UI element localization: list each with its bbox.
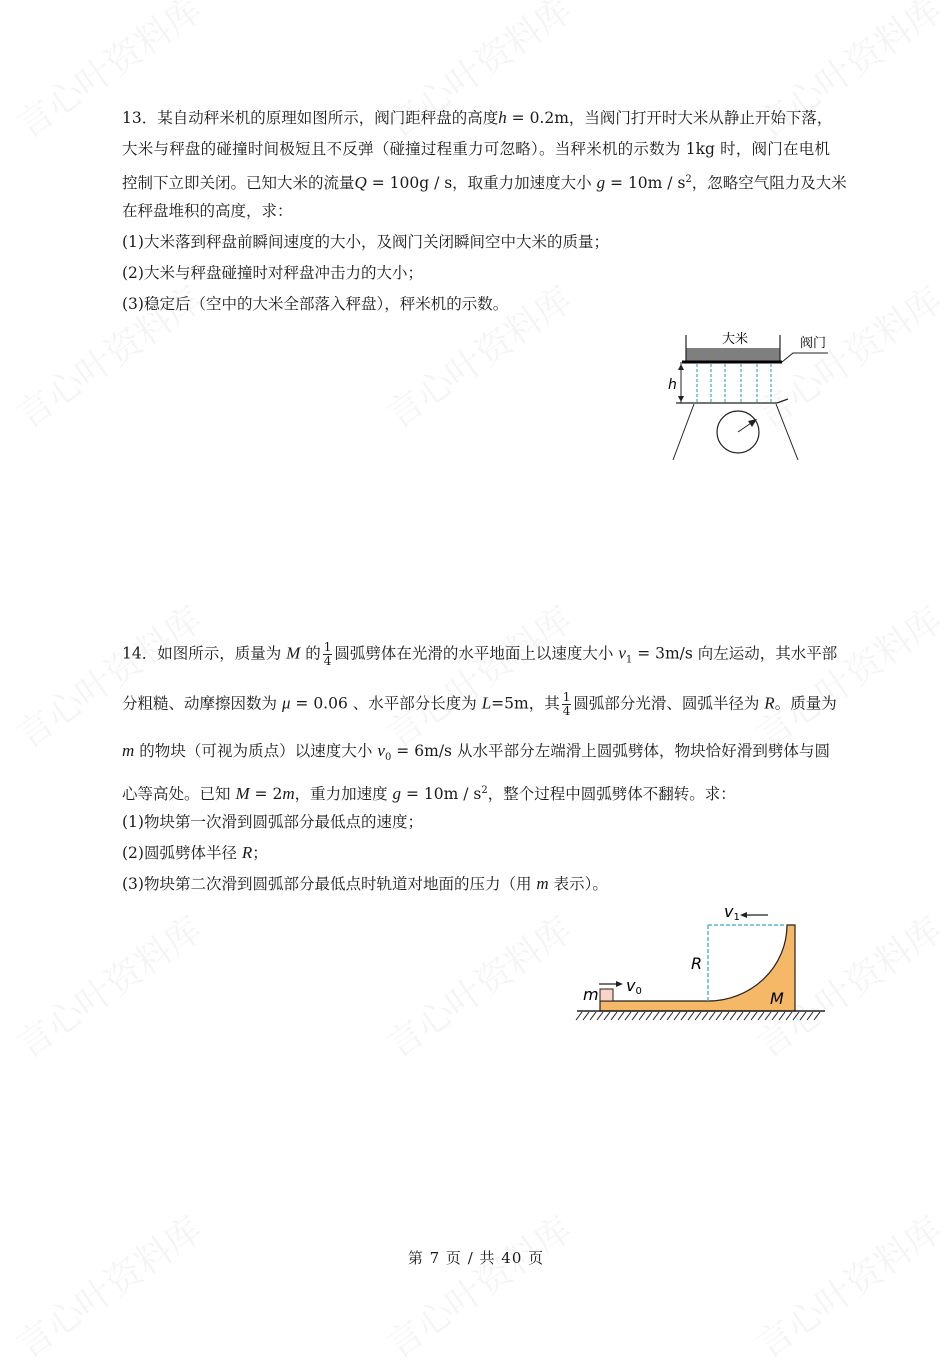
hatch-mark — [709, 1012, 715, 1020]
math-variable: M — [286, 643, 301, 663]
text-segment: =5m，其 — [491, 694, 560, 713]
hatch-mark — [590, 1012, 596, 1020]
hatch-mark — [772, 1012, 778, 1020]
hatch-mark — [695, 1012, 701, 1020]
text-segment: 14．如图所示，质量为 — [122, 644, 287, 663]
hatch-mark — [765, 1012, 771, 1020]
hatch-mark — [674, 1012, 680, 1020]
text-segment: 心等高处。已知 — [122, 785, 236, 804]
hatch-mark — [611, 1012, 617, 1020]
small-block — [600, 989, 613, 1001]
valve-label: 阀门 — [800, 336, 827, 351]
hatch-mark — [604, 1012, 610, 1020]
hatch-mark — [702, 1012, 708, 1020]
math-variable: g — [392, 784, 402, 804]
math-variable: L — [481, 693, 492, 713]
v0-label: v0 — [626, 976, 642, 997]
math-variable: M — [235, 784, 250, 804]
math-variable: g — [596, 173, 606, 193]
v1-label: v1 — [724, 902, 740, 923]
text-segment: 。质量为 — [774, 694, 837, 713]
hatch-mark — [779, 1012, 785, 1020]
radius-label: R — [691, 954, 703, 973]
text-segment: 的 — [300, 644, 321, 663]
fraction-part: 1 — [562, 690, 571, 704]
hatch-mark — [653, 1012, 659, 1020]
text-segment: ，忽略空气阻力及大米 — [691, 174, 847, 193]
text-segment: ； — [252, 844, 268, 862]
hatch-mark — [646, 1012, 652, 1020]
text-segment: = 10m / s — [401, 785, 482, 804]
hatch-mark — [737, 1012, 743, 1020]
text-segment: ，重力加速度 — [294, 785, 393, 804]
fraction-part: 1 — [323, 640, 332, 654]
text-segment: (1)大米落到秤盘前瞬间速度的大小，及阀门关闭瞬间空中大米的质量； — [122, 233, 609, 251]
hatch-mark — [807, 1012, 813, 1020]
text-segment: 圆弧部分光滑、圆弧半径为 — [573, 694, 765, 713]
height-label: h — [668, 377, 677, 393]
text-segment: = 0.06 、水平部分长度为 — [290, 694, 482, 713]
text-segment: 0 — [384, 752, 392, 764]
text-segment: 2 — [481, 785, 488, 796]
text-segment: = 2 — [249, 785, 283, 804]
hatch-mark — [597, 1012, 603, 1020]
text-segment: (2)大米与秤盘碰撞时对秤盘冲击力的大小； — [122, 264, 423, 282]
hatch-mark — [583, 1012, 589, 1020]
math-variable: m — [282, 784, 295, 804]
hatch-mark — [660, 1012, 666, 1020]
wedge-label: M — [770, 989, 784, 1008]
text-segment: ，整个过程中圆弧劈体不翻转。求： — [487, 785, 736, 804]
math-variable: m — [122, 741, 135, 760]
math-variable: μ — [281, 693, 291, 713]
text-segment: 控制下立即关闭。已知大米的流量 — [122, 174, 355, 193]
text-segment: = 10m / s — [605, 174, 686, 193]
page-footer: 第 7 页 / 共 40 页 — [407, 1249, 545, 1267]
math-variable: R — [764, 693, 775, 713]
hatch-mark — [716, 1012, 722, 1020]
text-segment: (3)物块第二次滑到圆弧部分最低点时轨道对地面的压力（用 — [122, 875, 537, 893]
math-variable: Q — [354, 173, 367, 193]
hatch-mark — [758, 1012, 764, 1020]
hatch-mark — [730, 1012, 736, 1020]
hatch-mark — [744, 1012, 750, 1020]
ground-hatching — [576, 1012, 820, 1020]
text-segment: 13．某自动秤米机的原理如图所示，阀门距秤盘的高度 — [122, 109, 499, 127]
text-segment: 分粗糙、动摩擦因数为 — [122, 694, 282, 713]
math-variable: v — [377, 741, 385, 760]
text-segment: = 0.2m，当阀门打开时大米从静止开始下落， — [506, 109, 833, 127]
hatch-mark — [625, 1012, 631, 1020]
hatch-mark — [618, 1012, 624, 1020]
text-segment: = 3m/s 向左运动，其水平部 — [632, 644, 838, 663]
hatch-mark — [814, 1012, 820, 1020]
hatch-mark — [751, 1012, 757, 1020]
hatch-mark — [793, 1012, 799, 1020]
text-segment: = 100g / s，取重力加速度大小 — [366, 174, 597, 193]
text-segment: 的物块（可视为质点）以速度大小 — [134, 742, 378, 760]
hatch-mark — [576, 1012, 582, 1020]
math-variable: m — [536, 874, 549, 893]
text-segment: (1)物块第一次滑到圆弧部分最低点的速度； — [122, 813, 423, 831]
hatch-mark — [688, 1012, 694, 1020]
math-variable: R — [241, 843, 253, 862]
hatch-mark — [667, 1012, 673, 1020]
text-segment: (3)稳定后（空中的大米全部落入秤盘），秤米机的示数。 — [122, 295, 509, 313]
text-segment: 在秤盘堆积的高度，求： — [122, 202, 293, 220]
hatch-mark — [632, 1012, 638, 1020]
text-segment: 1 — [625, 654, 633, 666]
text-segment: (2)圆弧劈体半径 — [122, 844, 242, 862]
hatch-mark — [639, 1012, 645, 1020]
hatch-mark — [681, 1012, 687, 1020]
hatch-mark — [800, 1012, 806, 1020]
text-segment: 大米与秤盘的碰撞时间极短且不反弹（碰撞过程重力可忽略）。当秤米机的示数为 1kg 时，阀门在电机 — [122, 140, 830, 158]
v0-arrow-head — [616, 981, 623, 987]
hatch-mark — [786, 1012, 792, 1020]
math-variable: h — [498, 108, 507, 127]
fraction-part: 4 — [562, 704, 571, 718]
math-variable: v — [618, 643, 626, 663]
text-segment: 圆弧劈体在光滑的水平地面上以速度大小 — [334, 644, 619, 663]
hatch-mark — [723, 1012, 729, 1020]
text-segment: 表示）。 — [548, 875, 608, 893]
rice-label: 大米 — [721, 332, 749, 347]
fraction-part: 4 — [323, 654, 332, 668]
text-segment: 2 — [685, 174, 692, 185]
text-segment: = 6m/s 从水平部分左端滑上圆弧劈体，物块恰好滑到劈体与圆 — [391, 742, 830, 760]
block-label: m — [583, 985, 599, 1004]
v1-arrow-head — [740, 912, 747, 918]
